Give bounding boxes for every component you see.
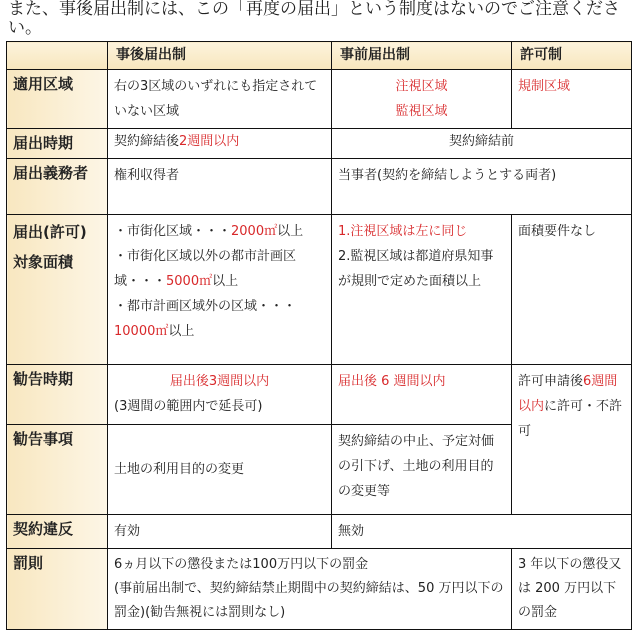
cell-text: 2週間以内 bbox=[179, 134, 240, 149]
cell: 当事者(契約を締結しようとする両者) bbox=[332, 159, 632, 215]
cell-text: 注視区域は左に同じ bbox=[350, 224, 468, 239]
table-row bbox=[7, 129, 632, 159]
cell bbox=[108, 215, 332, 365]
list-item: ・市街化区域・・・2000㎡以上 bbox=[114, 224, 304, 239]
cell bbox=[332, 70, 512, 129]
cell: 契約締結の中止、予定対価の引下げ、土地の利用目的の変更等 bbox=[332, 425, 512, 515]
list-item: ・都市計画区域外の区域・・・10000㎡以上 bbox=[114, 299, 297, 339]
cell-text: 監視区域 bbox=[395, 104, 448, 119]
header-permit: 許可制 bbox=[512, 42, 632, 70]
row-label: 届出時期 bbox=[7, 129, 108, 159]
cell: 規制区域 bbox=[512, 70, 632, 129]
list-item: ・市街化区域以外の都市計画区域・・・5000㎡以上 bbox=[114, 249, 297, 289]
cell: 許可申請後6週間以内に許可・不許可 bbox=[512, 365, 632, 515]
label-text: 届出(許可) bbox=[13, 223, 87, 241]
intro-text: また、事後届出制には、この「再度の届出」という制度はないのでご注意ください。 bbox=[8, 0, 620, 38]
cell: 右の3区域のいずれにも指定されていない区域 bbox=[108, 70, 332, 129]
cell bbox=[108, 549, 512, 630]
cell-text: (3週間の範囲内で延長可) bbox=[114, 399, 263, 414]
row-label: 勧告時期 bbox=[7, 365, 108, 425]
cell: 3 年以下の懲役又は 200 万円以下の罰金 bbox=[512, 549, 632, 630]
cell-text: 注視区域 bbox=[395, 79, 448, 94]
header-blank bbox=[7, 42, 108, 70]
header-post-notification: 事後届出制 bbox=[108, 42, 332, 70]
table-row bbox=[7, 70, 632, 129]
cell-text: 契約締結後 bbox=[114, 134, 180, 149]
cell: 契約締結前 bbox=[332, 129, 632, 159]
header-row bbox=[7, 42, 632, 70]
cell: 届出後 6 週間以内 bbox=[332, 365, 512, 425]
row-label: 罰則 bbox=[7, 549, 108, 630]
row-label: 契約違反 bbox=[7, 515, 108, 549]
cell-text: 6ヵ月以下の懲役または100万円以下の罰金 bbox=[114, 557, 369, 572]
cell: 面積要件なし bbox=[512, 215, 632, 365]
cell-text: 2.監視区域は都道府県知事が規則で定めた面積以上 bbox=[338, 249, 494, 289]
cell-text: (事前届出制で、契約締結禁止期間中の契約締結は、50 万円以下の罰金)(勧告無視には罰則なし) bbox=[114, 581, 504, 620]
cell bbox=[108, 129, 332, 159]
table-row bbox=[7, 549, 632, 630]
row-label: 適用区域 bbox=[7, 70, 108, 129]
table-row bbox=[7, 215, 632, 365]
row-label bbox=[7, 215, 108, 365]
table-row bbox=[7, 515, 632, 549]
row-label: 勧告事項 bbox=[7, 425, 108, 515]
cell bbox=[108, 365, 332, 425]
table-row bbox=[7, 365, 632, 425]
cell bbox=[332, 215, 512, 365]
table-row bbox=[7, 159, 632, 215]
cell: 無効 bbox=[332, 515, 632, 549]
label-text: 対象面積 bbox=[13, 253, 74, 271]
comparison-table bbox=[6, 41, 632, 630]
cell-text: 届出後3週間以内 bbox=[169, 374, 270, 389]
row-label: 届出義務者 bbox=[7, 159, 108, 215]
cell: 有効 bbox=[108, 515, 332, 549]
cell: 土地の利用目的の変更 bbox=[108, 425, 332, 515]
cell-text: 1. bbox=[338, 224, 351, 239]
header-pre-notification: 事前届出制 bbox=[332, 42, 512, 70]
cell: 権利収得者 bbox=[108, 159, 332, 215]
